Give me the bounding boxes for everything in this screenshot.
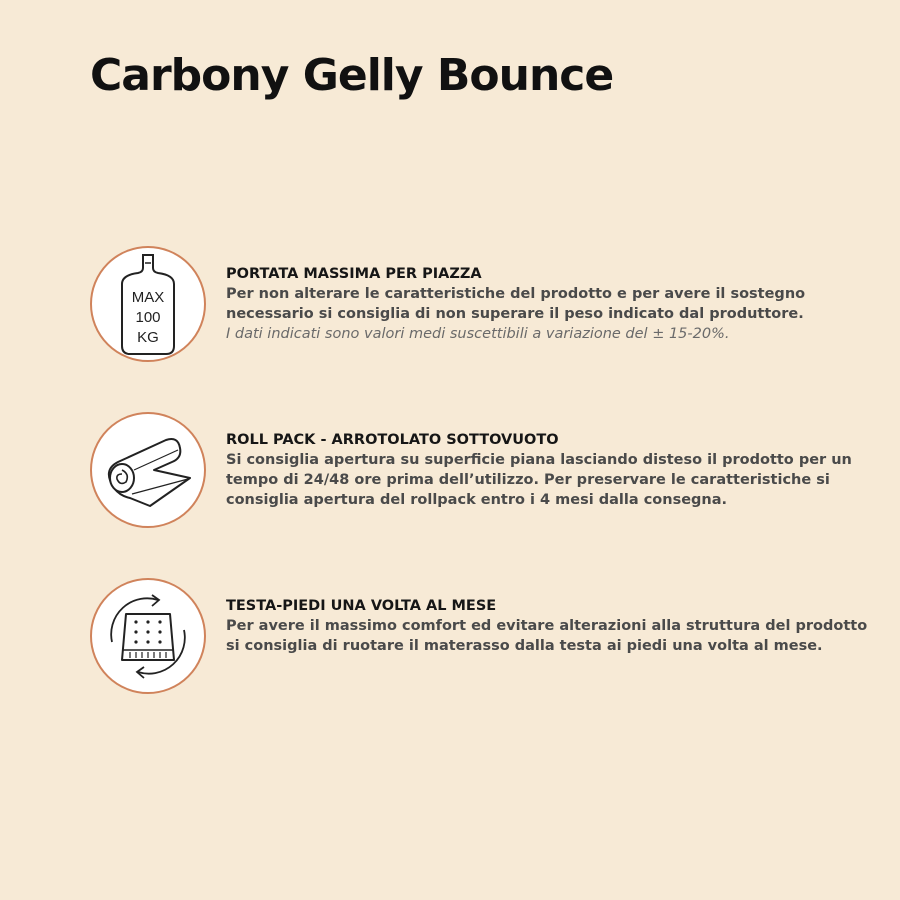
info-section-max-weight xyxy=(90,246,850,366)
info-section-rotate-mattress xyxy=(90,578,868,698)
body-line: necessario si consiglia di non superare il peso indicato dal produttore. xyxy=(226,306,804,322)
body-line: Per non alterare le caratteristiche del prodotto e per avere il sostegno xyxy=(226,286,806,302)
section-heading: PORTATA MASSIMA PER PIAZZA xyxy=(226,266,482,282)
section-body xyxy=(226,450,866,510)
section-body xyxy=(226,284,866,324)
roll-pack-icon xyxy=(90,412,206,528)
page-title: Carbony Gelly Bounce xyxy=(90,50,614,101)
weight-bag-icon xyxy=(90,246,206,362)
body-line: Si consiglia apertura su superficie piana lasciando disteso il prodotto per un xyxy=(226,452,852,468)
body-line: Per avere il massimo comfort ed evitare alterazioni alla struttura del prodotto xyxy=(226,618,868,634)
weight-line-1: MAX xyxy=(131,289,165,306)
body-line: consiglia apertura del rollpack entro i 4 mesi dalla consegna. xyxy=(226,492,728,508)
body-line: si consiglia di ruotare il materasso dalla testa ai piedi una volta al mese. xyxy=(226,638,823,654)
mattress-rotate-icon xyxy=(90,578,206,694)
section-heading: ROLL PACK - ARROTOLATO SOTTOVUOTO xyxy=(226,432,559,448)
note-line: I dati indicati sono valori medi suscettibili a variazione del ± 15-20%. xyxy=(226,326,730,342)
section-body xyxy=(226,616,866,656)
body-line: tempo di 24/48 ore prima dell’utilizzo. Per preservare le caratteristiche si xyxy=(226,472,830,488)
weight-line-3: KG xyxy=(137,329,159,346)
section-note xyxy=(226,324,866,344)
info-section-roll-pack xyxy=(90,412,850,532)
weight-line-2: 100 xyxy=(135,309,161,326)
section-heading: TESTA-PIEDI UNA VOLTA AL MESE xyxy=(226,598,497,614)
